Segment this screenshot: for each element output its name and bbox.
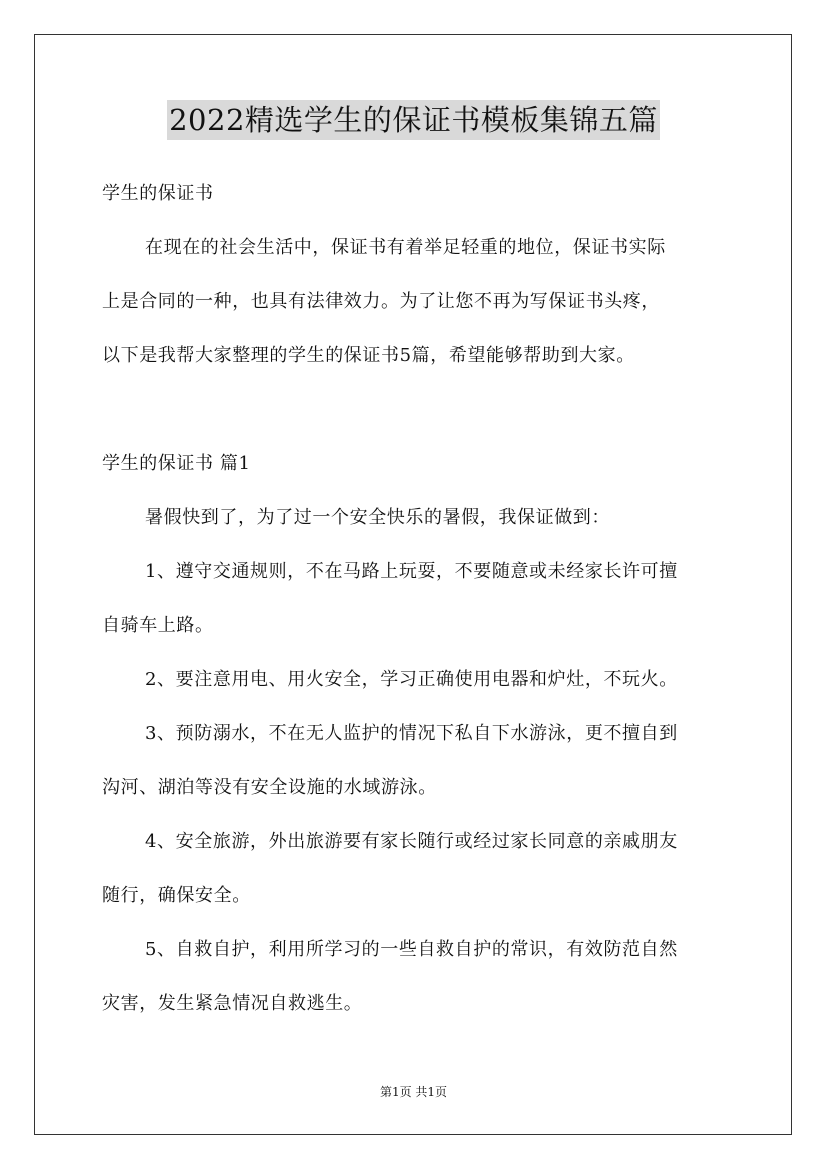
item-4-line-2: 随行，确保安全。: [102, 885, 251, 906]
item-5-line-2: 灾害，发生紧急情况自救逃生。: [102, 993, 363, 1014]
item-3-line-2: 沟河、湖泊等没有安全设施的水域游泳。: [102, 777, 437, 798]
intro-line-1: 在现在的社会生活中，保证书有着举足轻重的地位，保证书实际: [145, 237, 666, 258]
document-title: 2022精选学生的保证书模板集锦五篇: [167, 100, 660, 140]
intro-line-2: 上是合同的一种，也具有法律效力。为了让您不再为写保证书头疼，: [102, 291, 660, 312]
item-1-line-1: 1、遵守交通规则，不在马路上玩耍，不要随意或未经家长许可擅: [145, 561, 678, 582]
item-2-line-1: 2、要注意用电、用火安全，学习正确使用电器和炉灶，不玩火。: [145, 669, 678, 690]
intro-heading: 学生的保证书: [102, 183, 214, 204]
page-footer: 第1页 共1页: [379, 1085, 448, 1099]
intro-line-3: 以下是我帮大家整理的学生的保证书5篇，希望能够帮助到大家。: [102, 345, 635, 366]
item-3-line-1: 3、预防溺水，不在无人监护的情况下私自下水游泳，更不擅自到: [145, 723, 678, 744]
part1-heading: 学生的保证书 篇1: [102, 453, 251, 474]
part1-lead: 暑假快到了，为了过一个安全快乐的暑假，我保证做到：: [145, 507, 610, 528]
item-4-line-1: 4、安全旅游，外出旅游要有家长随行或经过家长同意的亲戚朋友: [145, 831, 678, 852]
item-1-line-2: 自骑车上路。: [102, 615, 214, 636]
title-container: [0, 100, 827, 140]
item-5-line-1: 5、自救自护，利用所学习的一些自救自护的常识，有效防范自然: [145, 939, 678, 960]
